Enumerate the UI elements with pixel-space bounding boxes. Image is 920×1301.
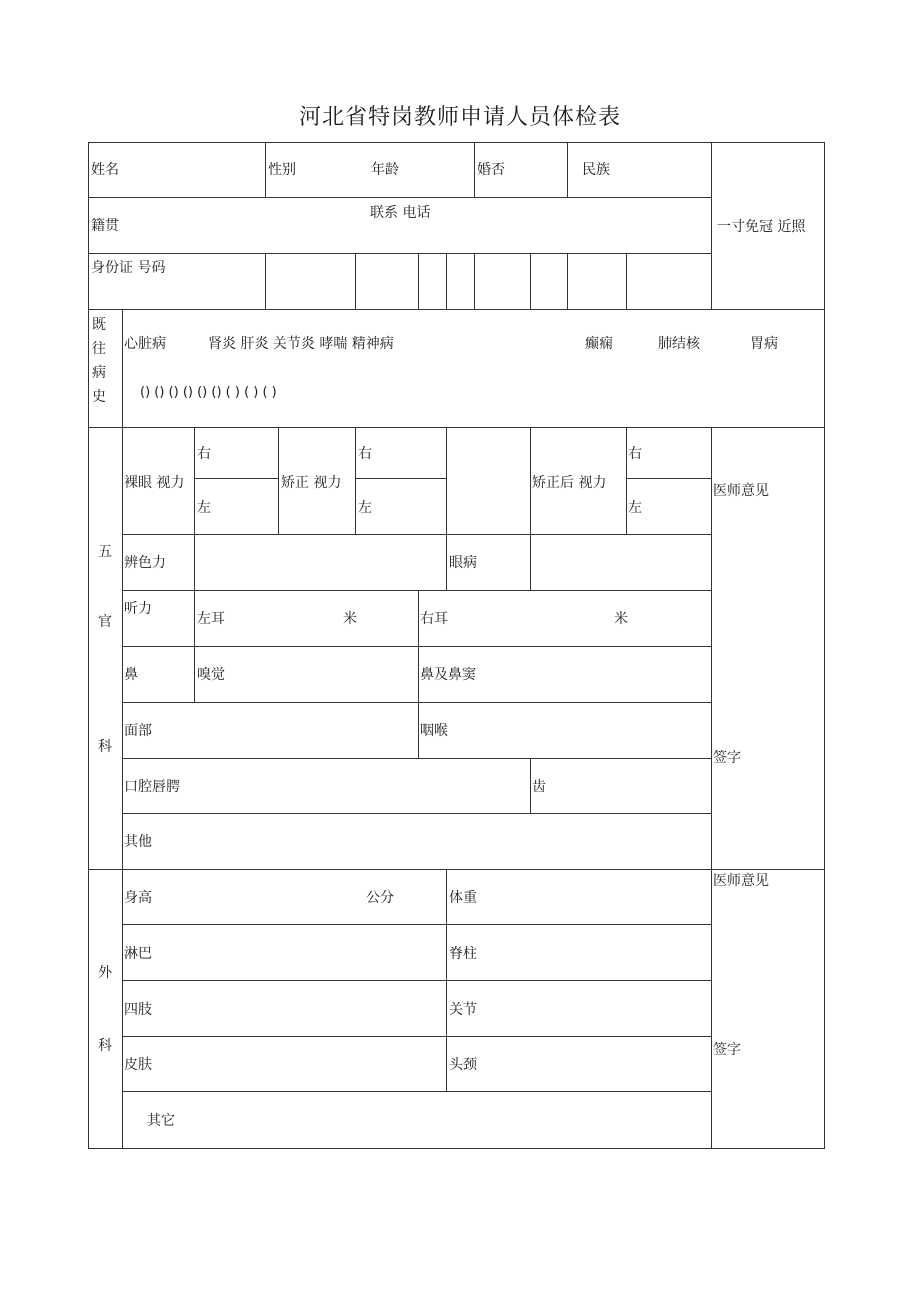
history-char: 既 [92,317,106,333]
ent-doctor-opinion: 医师意见 [713,483,769,499]
row-line [122,534,711,535]
ethnicity-label: 民族 [582,162,610,178]
disease-list: 心脏病 肾炎 肝炎 关节炎 哮喘 精神病 [124,336,394,352]
border-left [88,142,89,1149]
marital-label: 婚否 [477,162,505,178]
col-line [474,142,475,197]
col-line [265,253,266,309]
head-neck-label: 头颈 [449,1057,477,1073]
row-line [355,478,446,479]
ent-signature: 签字 [713,750,741,766]
eye-disease-label: 眼病 [449,555,477,571]
border-top [88,142,825,143]
row-line [122,702,711,703]
ent-other-label: 其他 [124,834,152,850]
history-char: 史 [92,389,106,405]
history-char: 往 [92,341,106,357]
face-label: 面部 [124,723,152,739]
col-line [711,427,712,1149]
col-line [194,534,195,590]
row-line [88,197,711,198]
left-eye-label: 左 [358,500,372,516]
gender-label: 性别 [268,162,296,178]
id-number-label: 身份证 号码 [91,260,166,276]
nose-label: 鼻 [124,667,138,683]
row-line [88,309,825,310]
surgery-char: 科 [98,1038,112,1054]
tuberculosis-label: 肺结核 [658,336,700,352]
photo-label: 一寸免冠 近照 [717,219,806,235]
border-right [824,142,825,1149]
col-line [418,253,419,309]
right-eye-label: 右 [358,446,372,462]
limbs-label: 四肢 [124,1002,152,1018]
row-line [88,253,711,254]
right-eye-label: 右 [628,446,642,462]
row-line [122,980,711,981]
col-line [265,142,266,197]
col-line [567,253,568,309]
native-place-label: 籍贯 [91,218,119,234]
ent-char: 科 [98,739,112,755]
hearing-label: 听力 [124,601,152,617]
nose-sinus-label: 鼻及鼻窦 [420,667,476,683]
row-line [122,646,711,647]
row-line [626,478,711,479]
color-vision-label: 辨色力 [124,555,166,571]
row-line [88,427,825,428]
height-label: 身高 [124,890,152,906]
lymph-label: 淋巴 [124,946,152,962]
left-ear-label: 左耳 [197,611,225,627]
col-line [530,253,531,309]
surgery-doctor-opinion: 医师意见 [713,873,769,889]
cm-unit: 公分 [366,890,394,906]
ent-char: 五 [98,544,112,560]
left-eye-label: 左 [197,500,211,516]
teeth-label: 齿 [532,779,546,795]
border-bottom [88,1148,825,1149]
col-line [626,427,627,534]
col-line [446,427,447,590]
left-eye-label: 左 [628,500,642,516]
col-line [711,142,712,309]
row-line [122,924,711,925]
smell-label: 嗅觉 [197,667,225,683]
col-line [122,427,123,1149]
after-correction-label: 矫正后 视力 [532,475,607,491]
col-line [530,758,531,813]
corrected-vision-label: 矫正 视力 [281,475,342,491]
surgery-signature: 签字 [713,1042,741,1058]
disease-checkboxes[interactable]: () () () () () () ( ) ( ) ( ) [140,385,277,400]
col-line [474,253,475,309]
stomach-label: 胃病 [750,336,778,352]
col-line [194,590,195,702]
row-line [122,758,711,759]
col-line [355,427,356,534]
col-line [530,427,531,590]
spine-label: 脊柱 [449,946,477,962]
col-line [278,427,279,534]
throat-label: 咽喉 [420,723,448,739]
col-line [446,869,447,1091]
history-char: 病 [92,365,106,381]
meter-unit: 米 [343,611,357,627]
ent-char: 官 [98,614,112,630]
right-ear-label: 右耳 [420,611,448,627]
joints-label: 关节 [449,1002,477,1018]
weight-label: 体重 [449,890,477,906]
row-line [194,478,278,479]
surgery-other-label: 其它 [147,1113,175,1129]
row-line [88,869,825,870]
meter-unit: 米 [614,611,628,627]
surgery-char: 外 [98,965,112,981]
oral-label: 口腔唇腭 [124,779,180,795]
right-eye-label: 右 [197,446,211,462]
row-line [122,1091,711,1092]
col-line [446,253,447,309]
contact-phone-label: 联系 电话 [370,205,431,221]
col-line [567,142,568,197]
col-line [194,427,195,534]
col-line [418,590,419,758]
col-line [355,253,356,309]
row-line [122,1036,711,1037]
name-label: 姓名 [91,162,119,178]
page-title: 河北省特岗教师申请人员体检表 [298,105,621,130]
epilepsy-label: 癫痫 [585,336,613,352]
col-line [626,253,627,309]
naked-vision-label: 裸眼 视力 [124,475,185,491]
row-line [122,813,711,814]
age-label: 年龄 [371,162,399,178]
col-line [122,309,123,427]
row-line [122,590,711,591]
skin-label: 皮肤 [124,1057,152,1073]
